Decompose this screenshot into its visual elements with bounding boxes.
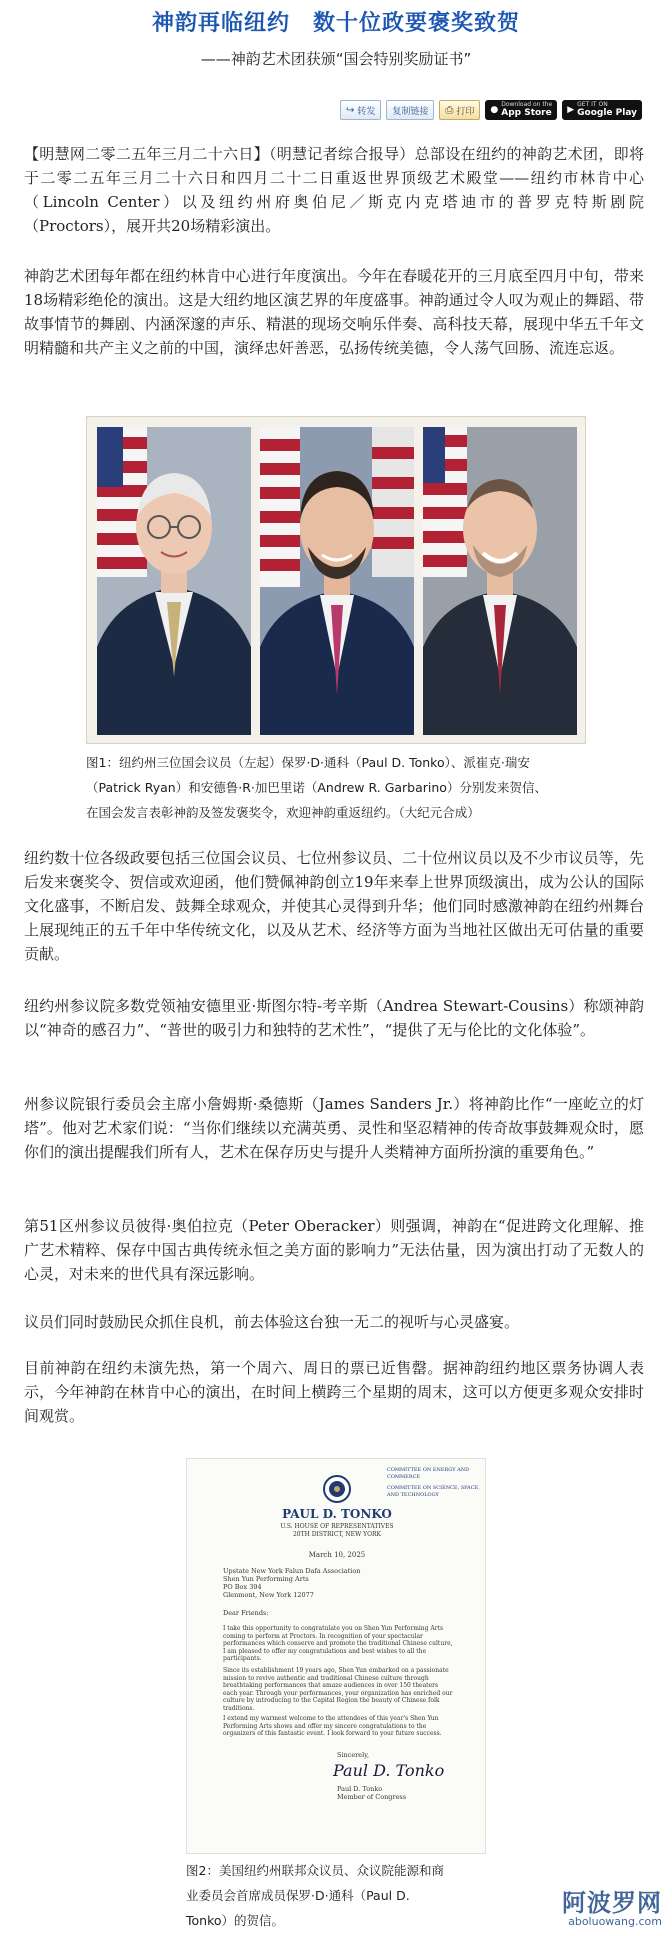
- letter-signer: [337, 1785, 406, 1801]
- app-store-label: App Store: [501, 108, 552, 118]
- printer-icon: ⎙: [445, 104, 454, 116]
- article-title: 神韵再临纽约 数十位政要褒奖致贺: [151, 11, 520, 36]
- letter-signer-title: Member of Congress: [337, 1793, 407, 1801]
- play-icon: ▶: [567, 105, 575, 115]
- letter-body-3: I extend my warmest welcome to the attendees of this year's Shen Yun Performing Arts shows and offer my sincere congratulations to the organizers of this fantastic event. I look forward to your future success.: [223, 1715, 442, 1737]
- portrait-andrew-garbarino: [423, 427, 577, 735]
- paragraph-stewart-cousins: 纽约州参议院多数党领袖安德里亚·斯图尔特-考辛斯（Andrea Stewart-Cousins）称颂神韵以“神奇的感召力”、“普世的吸引力和独特的艺术性”，“提供了无与伦比的文化体验”。: [24, 997, 644, 1039]
- google-play-small-label: GET IT ON: [577, 101, 608, 108]
- figure-2-caption-line: Tonko）的贺信。: [186, 1913, 285, 1928]
- paragraph-oberacker: 第51区州参议员彼得·奥伯拉克（Peter Oberacker）则强调，神韵在“促进跨文化理解、推广艺术精粹、保存中国古典传统永恒之美方面的影响力”无法估量，因为演出打动了无数人的心灵，对未来的世代具有深远影响。: [24, 1217, 644, 1283]
- letter-office: U.S. HOUSE OF REPRESENTATIVES: [280, 1523, 394, 1530]
- paragraph-officials: 纽约数十位各级政要包括三位国会议员、七位州参议员、二十位州议员以及不少市议员等，先后发来褒奖令、贺信或欢迎函，他们赞佩神韵创立19年来奉上世界顶级演出，成为公认的国际文化盛事，不断启发、鼓舞全球观众，并使其心灵得到升华；他们同时感激神韵在纽约州舞台上展现纯正的五千年中华传统文化，以及从艺术、经济等方面为当地社区做出无可估量的重要贡献。: [24, 849, 644, 963]
- apple-icon: ●: [490, 105, 499, 115]
- figure-2-caption-line: 图2：美国纽约州联邦众议员、众议院能源和商: [186, 1863, 444, 1878]
- letter-address-line: PO Box 394: [223, 1583, 262, 1591]
- site-watermark: [562, 1890, 662, 1928]
- paragraph-sanders: 州参议院银行委员会主席小詹姆斯·桑德斯（James Sanders Jr.）将神韵比作“一座屹立的灯塔”。他对艺术家们说：“当你们继续以充满英勇、灵性和坚忍精神的传奇故事鼓舞观众时，愿你们的演出提醒我们所有人，艺术在保存历史与提升人类精神方面所扮演的重要角色。”: [24, 1095, 644, 1161]
- print-button[interactable]: [439, 100, 480, 120]
- share-icon: ↪: [345, 104, 355, 116]
- copy-link-label: 复制链接: [392, 106, 429, 117]
- app-store-small-label: Download on the: [501, 101, 553, 108]
- google-play-label: Google Play: [577, 108, 637, 118]
- figure-2-letter: [186, 1458, 486, 1854]
- figure-2-caption: [186, 1858, 486, 1933]
- paragraph-intro: 【明慧网二零二五年三月二十六日】（明慧记者综合报导）总部设在纽约的神韵艺术团，即将于二零二五年三月二十六日和四月二十二日重返世界顶级艺术殿堂——纽约市林肯中心（Lincoln Center）以及纽约州府奥伯尼／斯克内克塔迪市的普罗克特斯剧院（Proctors），展开共20场精彩演出。: [24, 145, 644, 235]
- google-play-button[interactable]: [562, 100, 642, 120]
- letter-district: 20TH DISTRICT, NEW YORK: [292, 1531, 382, 1538]
- letter-closing: Sincerely,: [337, 1751, 370, 1759]
- article-subtitle: ——神韵艺术团获颁“国会特别奖励证书”: [200, 50, 472, 68]
- share-toolbar: [340, 100, 642, 120]
- letter-greeting: Dear Friends:: [223, 1609, 269, 1617]
- portrait-paul-tonko: [97, 427, 251, 735]
- figure-2-caption-line: 业委员会首席成员保罗·D·通科（Paul D.: [186, 1888, 410, 1903]
- figure-1-caption-line: （Patrick Ryan）和安德鲁·R·加巴里诺（Andrew R. Garbarino）分别发来贺信、: [86, 780, 547, 795]
- letter-signer-name: Paul D. Tonko: [337, 1785, 383, 1793]
- figure-1-caption-line: 图1：纽约州三位国会议员（左起）保罗·D·通科（Paul D. Tonko）、派崔克·瑞安: [86, 755, 530, 770]
- letter-body-1: I take this opportunity to congratulate you on Shen Yun Performing Arts coming to perform at Proctors. In recognition of your spectacular performances which conserve and promote the traditional Chinese culture, I am pleased to offer my congratulations and best wishes to all the participants.: [223, 1625, 453, 1662]
- app-store-button[interactable]: [485, 100, 557, 120]
- portrait-patrick-ryan: [260, 427, 414, 735]
- forward-label: 转发: [357, 106, 376, 117]
- figure-1-caption-line: 在国会发言表彰神韵及签发褒奖令，欢迎神韵重返纽约。（大纪元合成）: [86, 805, 480, 820]
- letter-name: PAUL D. TONKO: [282, 1507, 392, 1521]
- letter-address: [223, 1567, 360, 1599]
- letter-address-line: Upstate New York Falun Dafa Association: [223, 1567, 361, 1575]
- letter-signature: Paul D. Tonko: [333, 1761, 445, 1780]
- letter-address-line: Shen Yun Performing Arts: [223, 1575, 309, 1583]
- forward-button[interactable]: [340, 100, 381, 120]
- paragraph-shen-yun: 神韵艺术团每年都在纽约林肯中心进行年度演出。今年在春暖花开的三月底至四月中旬，带来18场精彩绝伦的演出。这是大纽约地区演艺界的年度盛事。神韵通过令人叹为观止的舞蹈、带故事情节的舞剧、内涵深邃的声乐、精湛的现场交响乐伴奏、高科技天幕，展现中华五千年文明精髓和共产主义之前的中国，演绎忠奸善恶，弘扬传统美德，令人荡气回肠、流连忘返。: [24, 267, 644, 357]
- letter-address-line: Glenmont, New York 12077: [223, 1591, 314, 1599]
- figure-1-caption: [86, 750, 586, 825]
- letter-committee: COMMITTEE ON ENERGY AND COMMERCE: [387, 1467, 470, 1480]
- letter-body-2: Since its establishment 19 years ago, Shen Yun embarked on a passionate mission to revive authentic and traditional Chinese culture through breathtaking performances that amaze audiences in over 150 theaters each year. Through your performances, your organization has enriched our culture by introducing to the Capital Region the beauty of Chinese folk traditions.: [223, 1667, 453, 1712]
- paragraph-tickets: 目前神韵在纽约未演先热，第一个周六、周日的票已近售罄。据神韵纽约地区票务协调人表示，今年神韵在林肯中心的演出，在时间上横跨三个星期的周末，这可以方便更多观众安排时间观赏。: [24, 1359, 644, 1425]
- figure-1-photo: [86, 416, 586, 744]
- letter-date: March 10, 2025: [308, 1551, 366, 1559]
- watermark-url: aboluowang.com: [568, 1915, 662, 1928]
- watermark-brand: 阿波罗网: [562, 1889, 662, 1917]
- print-label: 打印: [456, 106, 475, 117]
- paragraph-encourage: 议员们同时鼓励民众抓住良机，前去体验这台独一无二的视听与心灵盛宴。: [24, 1313, 520, 1331]
- copy-link-button[interactable]: [386, 100, 434, 120]
- letter-committee-2: COMMITTEE ON SCIENCE, SPACE, AND TECHNOLOGY: [387, 1485, 480, 1498]
